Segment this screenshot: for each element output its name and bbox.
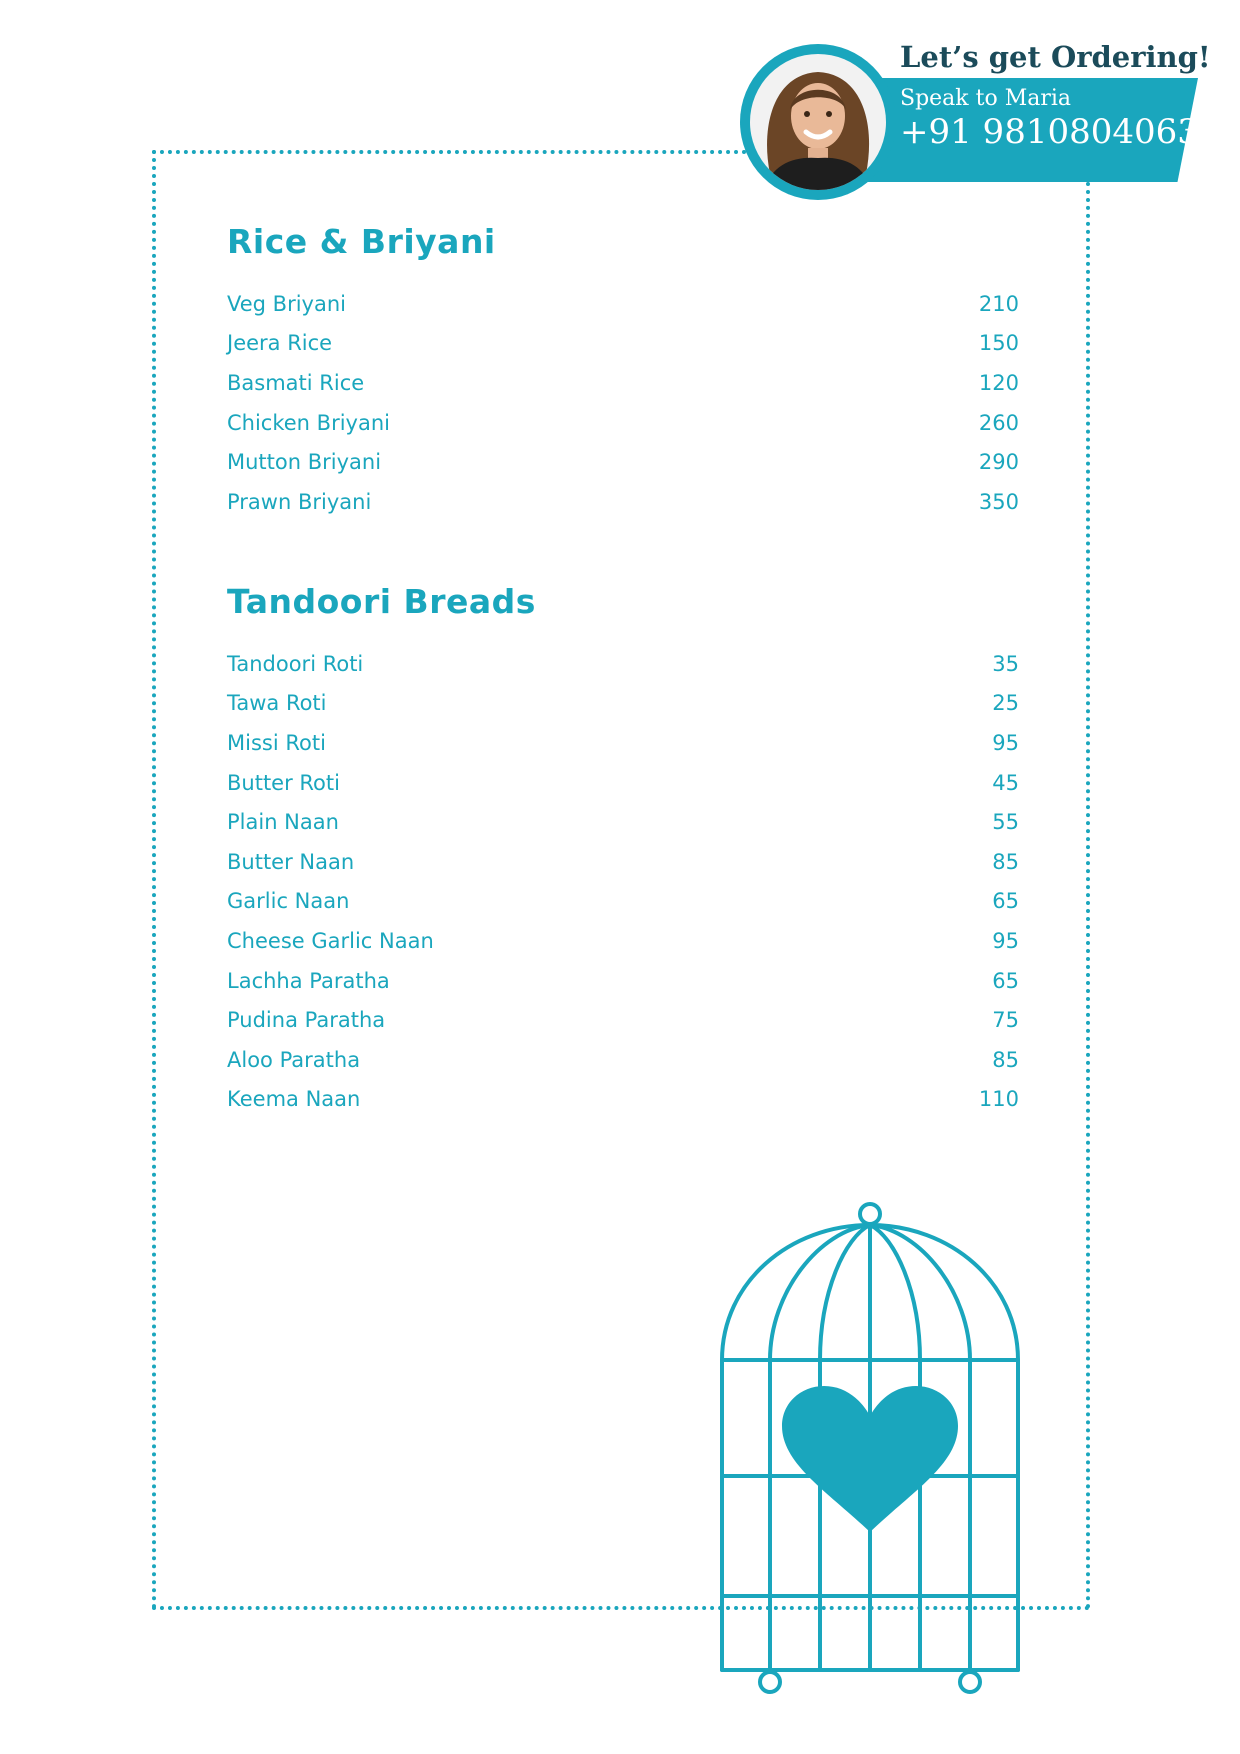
item-name: Keema Naan — [227, 1087, 361, 1112]
menu-item — [227, 482, 1019, 522]
menu-item — [227, 442, 1019, 482]
item-price: 210 — [978, 291, 1019, 316]
item-price: 290 — [978, 450, 1019, 475]
item-price: 95 — [992, 928, 1019, 953]
menu-item — [227, 723, 1019, 763]
menu-item — [227, 284, 1019, 324]
item-name: Tawa Roti — [227, 691, 327, 716]
item-name: Tandoori Roti — [227, 651, 364, 676]
item-price: 65 — [992, 968, 1019, 993]
item-name: Chicken Briyani — [227, 410, 390, 435]
menu-item — [227, 921, 1019, 961]
item-name: Butter Naan — [227, 849, 355, 874]
item-name: Garlic Naan — [227, 889, 350, 914]
menu-item — [227, 403, 1019, 443]
menu-item — [227, 1000, 1019, 1040]
menu-item — [227, 1040, 1019, 1080]
birdcage-heart-icon — [710, 1192, 1030, 1696]
menu-item — [227, 644, 1019, 684]
callout-contact-name: Speak to Maria — [900, 86, 1072, 111]
menu-item — [227, 961, 1019, 1001]
item-name: Aloo Paratha — [227, 1047, 361, 1072]
item-price: 260 — [978, 410, 1019, 435]
order-callout — [730, 36, 1230, 206]
item-name: Missi Roti — [227, 730, 326, 755]
menu-item — [227, 842, 1019, 882]
section-title-rice-briyani: Rice & Briyani — [227, 222, 496, 261]
menu-list-rice-briyani — [227, 284, 1019, 522]
menu-item — [227, 363, 1019, 403]
item-name: Cheese Garlic Naan — [227, 928, 434, 953]
item-name: Butter Roti — [227, 770, 340, 795]
item-name: Pudina Paratha — [227, 1008, 386, 1033]
item-price: 85 — [992, 1047, 1019, 1072]
item-price: 350 — [978, 489, 1019, 514]
item-price: 120 — [978, 370, 1019, 395]
avatar — [740, 44, 896, 200]
item-name: Mutton Briyani — [227, 450, 382, 475]
item-price: 150 — [978, 331, 1019, 356]
item-name: Prawn Briyani — [227, 489, 372, 514]
item-name: Veg Briyani — [227, 291, 346, 316]
item-price: 75 — [992, 1008, 1019, 1033]
item-name: Plain Naan — [227, 810, 339, 835]
menu-item — [227, 1080, 1019, 1120]
item-price: 85 — [992, 849, 1019, 874]
menu-item — [227, 802, 1019, 842]
callout-headline: Let’s get Ordering! — [900, 40, 1211, 74]
item-name: Jeera Rice — [227, 331, 333, 356]
menu-list-tandoori-breads — [227, 644, 1019, 1119]
callout-phone-number[interactable]: +91 9810804063 — [900, 112, 1199, 152]
menu-item — [227, 684, 1019, 724]
item-price: 110 — [978, 1087, 1019, 1112]
menu-item — [227, 324, 1019, 364]
menu-item — [227, 763, 1019, 803]
item-price: 45 — [992, 770, 1019, 795]
avatar-photo-icon — [750, 54, 886, 190]
menu-item — [227, 882, 1019, 922]
item-name: Basmati Rice — [227, 370, 365, 395]
item-name: Lachha Paratha — [227, 968, 390, 993]
item-price: 95 — [992, 730, 1019, 755]
item-price: 65 — [992, 889, 1019, 914]
section-title-tandoori-breads: Tandoori Breads — [227, 582, 536, 621]
item-price: 55 — [992, 810, 1019, 835]
item-price: 25 — [992, 691, 1019, 716]
item-price: 35 — [992, 651, 1019, 676]
